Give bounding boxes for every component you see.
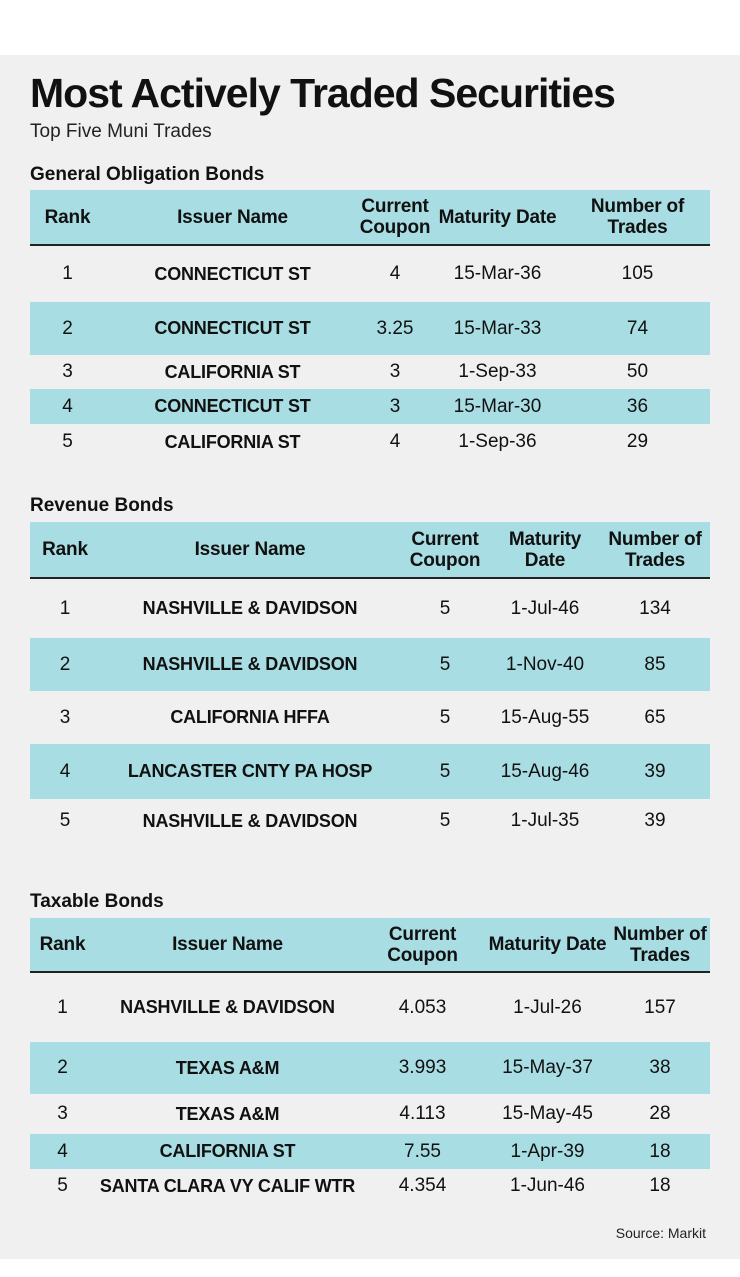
cell-trades: 38 [649, 1057, 671, 1078]
cell-trades: 50 [626, 361, 649, 382]
cell-coupon: 4.113 [399, 1103, 446, 1124]
cell-trades: 134 [639, 597, 671, 619]
cell-trades: 18 [649, 1140, 671, 1162]
page-title: Most Actively Traded Securities [30, 70, 615, 116]
cell-trades: 36 [626, 395, 649, 417]
page-subtitle: Top Five Muni Trades [30, 121, 212, 142]
table-row [30, 691, 710, 744]
column-header-maturity: Maturity Date [508, 528, 582, 571]
cell-issuer: NASHVILLE & DAVIDSON [142, 654, 358, 674]
table-row [30, 389, 710, 424]
table-taxable-bonds [30, 918, 710, 1203]
table-row [30, 1169, 710, 1203]
cell-maturity: 1-Jun-46 [510, 1175, 585, 1196]
table-revenue-bonds [30, 522, 710, 843]
cell-rank: 4 [62, 395, 73, 417]
table-row [30, 638, 710, 691]
cell-issuer: CONNECTICUT ST [154, 318, 311, 338]
column-header-issuer: Issuer Name [172, 934, 283, 955]
cell-rank: 2 [62, 317, 73, 339]
section-label-revenue: Revenue Bonds [30, 495, 174, 516]
cell-trades: 65 [644, 706, 666, 728]
cell-issuer: NASHVILLE & DAVIDSON [120, 997, 335, 1017]
column-header-rank: Rank [42, 539, 88, 560]
cell-issuer: CALIFORNIA HFFA [170, 707, 330, 727]
cell-coupon: 5 [439, 760, 451, 782]
cell-maturity: 1-Apr-39 [510, 1140, 585, 1162]
cell-maturity: 15-Mar-36 [453, 263, 542, 284]
table-row [30, 302, 710, 355]
cell-rank: 2 [57, 1057, 68, 1078]
cell-rank: 2 [59, 653, 71, 675]
column-header-rank: Rank [39, 934, 86, 955]
column-header-issuer: Issuer Name [177, 206, 288, 228]
cell-trades: 28 [649, 1103, 671, 1124]
cell-maturity: 15-Aug-55 [500, 706, 590, 728]
cell-trades: 39 [644, 810, 666, 831]
column-header-coupon: Current Coupon [359, 196, 431, 238]
cell-coupon: 3.25 [376, 317, 414, 339]
cell-coupon: 4.053 [398, 996, 447, 1018]
cell-coupon: 5 [439, 706, 451, 728]
cell-trades: 85 [644, 653, 666, 675]
cell-coupon: 4.354 [398, 1175, 447, 1196]
cell-maturity: 15-May-45 [502, 1103, 593, 1124]
source-note: Source: Markit [615, 1225, 706, 1241]
column-header-rank: Rank [44, 206, 91, 228]
table-row [30, 246, 710, 302]
table-row [30, 799, 710, 843]
cell-rank: 1 [59, 597, 71, 619]
cell-trades: 29 [626, 431, 649, 452]
cell-maturity: 15-Mar-30 [453, 395, 542, 417]
table-header [30, 190, 710, 246]
cell-issuer: CONNECTICUT ST [154, 396, 311, 416]
column-header-trades: Number of Trades [608, 528, 702, 571]
cell-rank: 3 [57, 1103, 68, 1124]
section-label-general-obligation: General Obligation Bonds [30, 164, 265, 185]
cell-coupon: 4 [389, 263, 401, 284]
column-header-trades: Number of Trades [613, 923, 707, 966]
column-header-trades: Number of Trades [590, 196, 685, 238]
column-header-maturity: Maturity Date [438, 206, 557, 228]
cell-rank: 1 [62, 263, 73, 284]
cell-coupon: 4 [389, 431, 401, 452]
cell-rank: 3 [59, 706, 71, 728]
table-row [30, 355, 710, 389]
cell-coupon: 5 [439, 810, 451, 831]
column-header-issuer: Issuer Name [194, 539, 306, 560]
cell-maturity: 1-Jul-46 [510, 597, 580, 619]
table-row [30, 1094, 710, 1134]
cell-trades: 105 [621, 263, 654, 284]
cell-maturity: 1-Sep-36 [458, 431, 537, 452]
cell-coupon: 5 [439, 597, 451, 619]
cell-issuer: SANTA CLARA VY CALIF WTR [99, 1175, 356, 1196]
cell-issuer: TEXAS A&M [175, 1057, 280, 1078]
cell-maturity: 1-Nov-40 [505, 653, 585, 675]
cell-coupon: 5 [439, 653, 451, 675]
cell-issuer: TEXAS A&M [175, 1103, 280, 1124]
table-row [30, 1134, 710, 1169]
cell-rank: 5 [57, 1175, 68, 1196]
table-row [30, 424, 710, 460]
cell-maturity: 1-Jul-26 [513, 996, 582, 1018]
cell-issuer: NASHVILLE & DAVIDSON [142, 810, 358, 831]
table-general-obligation-bonds [30, 190, 710, 460]
cell-trades: 74 [626, 317, 649, 339]
cell-issuer: LANCASTER CNTY PA HOSP [127, 761, 373, 781]
table-header [30, 522, 710, 579]
cell-issuer: NASHVILLE & DAVIDSON [142, 598, 358, 618]
cell-coupon: 3 [389, 395, 401, 417]
cell-trades: 18 [649, 1175, 671, 1196]
cell-issuer: CALIFORNIA ST [159, 1141, 296, 1161]
cell-rank: 4 [59, 760, 71, 782]
cell-maturity: 15-Mar-33 [453, 317, 542, 339]
column-header-maturity: Maturity Date [488, 934, 607, 955]
column-header-coupon: Current Coupon [387, 923, 458, 966]
cell-maturity: 1-Sep-33 [458, 361, 537, 382]
cell-maturity: 1-Jul-35 [510, 810, 580, 831]
cell-issuer: CALIFORNIA ST [164, 361, 301, 382]
cell-rank: 5 [59, 810, 71, 831]
cell-rank: 3 [62, 361, 73, 382]
table-row [30, 973, 710, 1042]
cell-trades: 157 [644, 996, 676, 1018]
cell-coupon: 3.993 [398, 1057, 447, 1078]
cell-coupon: 3 [389, 361, 401, 382]
table-header [30, 918, 710, 973]
cell-rank: 4 [57, 1140, 68, 1162]
cell-rank: 5 [62, 431, 73, 452]
table-row [30, 1042, 710, 1094]
cell-rank: 1 [57, 996, 68, 1018]
cell-trades: 39 [644, 760, 666, 782]
table-row [30, 579, 710, 638]
cell-maturity: 15-May-37 [502, 1057, 593, 1078]
column-header-coupon: Current Coupon [409, 528, 481, 571]
cell-maturity: 15-Aug-46 [500, 760, 590, 782]
table-row [30, 744, 710, 799]
cell-coupon: 7.55 [404, 1140, 441, 1162]
cell-issuer: CALIFORNIA ST [164, 431, 301, 452]
cell-issuer: CONNECTICUT ST [154, 263, 311, 284]
section-label-taxable: Taxable Bonds [30, 891, 164, 912]
